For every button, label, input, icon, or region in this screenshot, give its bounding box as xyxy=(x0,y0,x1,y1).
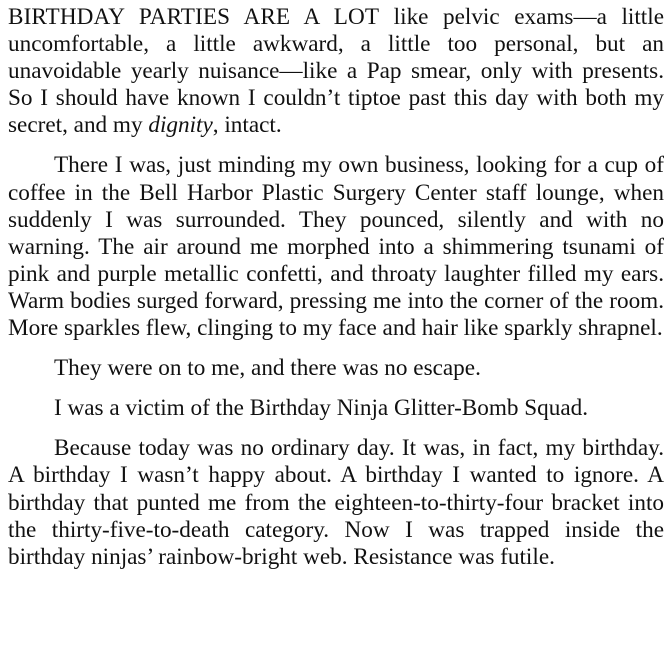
paragraph-lounge-ambush: There I was, just minding my own business, looking for a cup of coffee in the Bell Harbor Plastic Surgery Center staff lounge, when suddenly I was surrounded. They pounced, silently and with no warning. The air around me morphed into a shimmering tsunami of pink and purple metallic confetti, and throaty laughter filled my ears. Warm bodies surged forward, pressing me into the corner of the room. More sparkles flew, clinging to my face and hair like sparkly shrapnel. xyxy=(8,152,664,342)
paragraph-no-escape: They were on to me, and there was no escape. xyxy=(54,355,481,382)
opening-text-end: , intact. xyxy=(212,112,282,139)
opening-text: like pelvic exams—a little uncomfortable, a little awkward, a little too personal, but an unavoidable yearly nuisance—like a Pap smear, only with presents. So I should have known I couldn’t tiptoe past this day with both my secret, and my xyxy=(8,4,664,139)
emphasized-word: dignity xyxy=(148,112,213,139)
paragraph-birthday: Because today was no ordinary day. It was, in fact, my birthday. A birthday I wasn’t happy about. A birthday I wanted to ignore. A birthday that punted me from the eighteen-to-thirty-four bracket into the thirty-five-to-death category. Now I was trapped inside the birthday ninjas’ rainbow-bright web. Resistance was futile. xyxy=(8,435,664,570)
opening-lead-words: BIRTHDAY PARTIES ARE A LOT xyxy=(8,4,380,30)
paragraph-opening xyxy=(8,4,664,139)
paragraph-glitter-bomb: I was a victim of the Birthday Ninja Glitter-Bomb Squad. xyxy=(54,395,589,422)
